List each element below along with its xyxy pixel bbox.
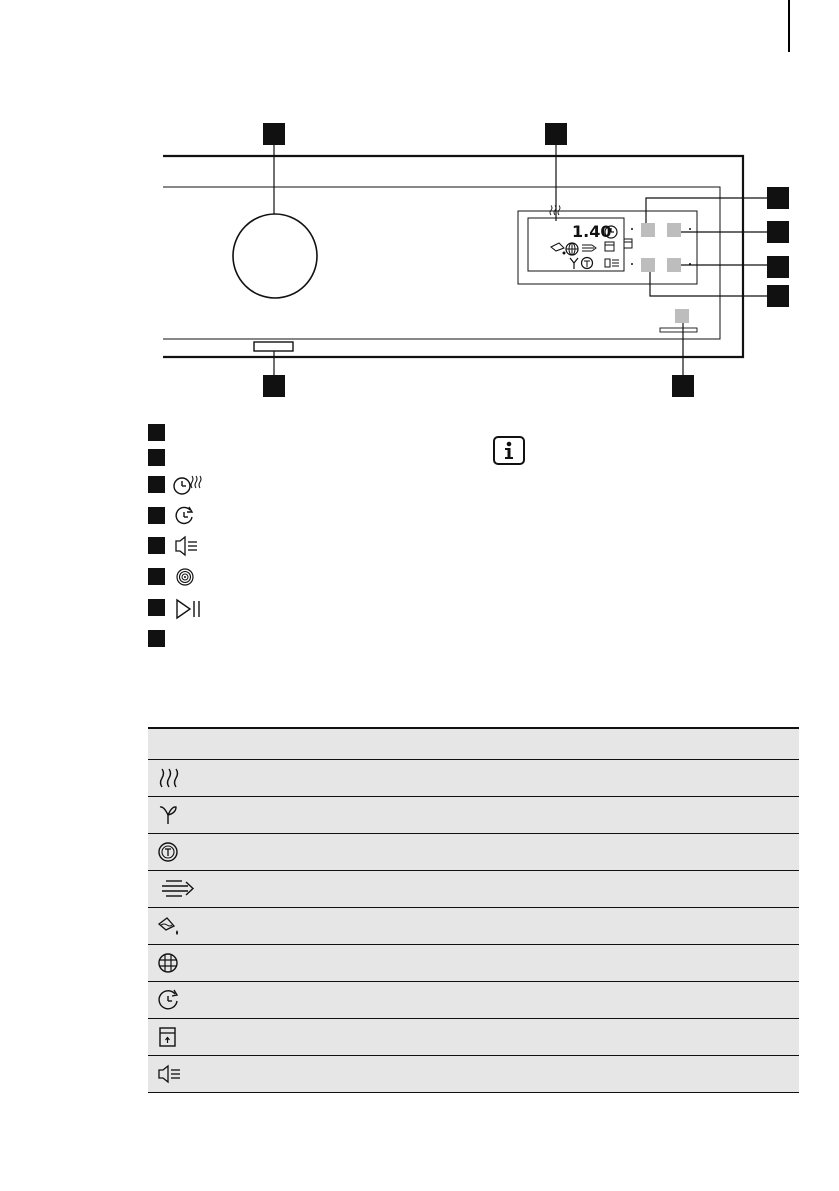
callout-knob (263, 123, 285, 145)
table-row (148, 908, 799, 945)
display-sensor-icon (582, 258, 593, 269)
play-pause-icon (172, 598, 206, 620)
legend-marker-1 (148, 424, 165, 441)
display-hygiene-icon (551, 243, 566, 255)
display-readout: 1.40 (572, 222, 612, 241)
callout-slot (263, 375, 285, 397)
table-row (148, 1019, 799, 1056)
table-row (148, 760, 799, 797)
delay-timer-icon (172, 504, 206, 526)
airflow-icon (156, 877, 196, 901)
front-slot (254, 342, 293, 351)
touch-button-3 (641, 258, 655, 272)
touch-button-4 (667, 258, 681, 272)
mesh-icon (156, 951, 186, 975)
display-sound-icon (605, 259, 619, 267)
callout-3 (767, 256, 789, 278)
symbol-table (148, 727, 799, 1093)
display-drying-icon (550, 205, 560, 215)
touch-button-2 (667, 223, 681, 237)
callout-start (672, 375, 694, 397)
delay-timer-icon (156, 988, 186, 1012)
display-fan-icon (570, 258, 578, 269)
table-row (148, 871, 799, 908)
sound-icon (172, 535, 206, 557)
legend-marker-8 (148, 630, 165, 647)
legend-marker-6 (148, 568, 165, 585)
display-mesh-icon (566, 243, 578, 255)
hygiene-icon (156, 914, 186, 938)
table-row (148, 982, 799, 1019)
fan-icon (156, 803, 186, 827)
callout-1 (767, 187, 789, 209)
display-lock-icon-2 (624, 239, 632, 248)
drying-icon (156, 766, 186, 790)
timer-drying-icon (172, 473, 206, 495)
program-knob (233, 214, 317, 298)
legend-marker-4 (148, 507, 165, 524)
table-row (148, 945, 799, 982)
display-lock-icon (605, 242, 614, 251)
touch-button-1 (641, 223, 655, 237)
sound-icon (156, 1062, 186, 1086)
fingerprint-icon (172, 566, 206, 588)
info-icon (493, 436, 525, 465)
table-row (148, 834, 799, 871)
start-button-bar (660, 328, 697, 332)
callout-2 (767, 221, 789, 243)
lock-icon (156, 1025, 186, 1049)
legend-marker-7 (148, 599, 165, 616)
callout-display (545, 123, 567, 145)
sensor-icon (156, 840, 186, 864)
legend-marker-5 (148, 537, 165, 554)
table-row (148, 1056, 799, 1093)
callout-4 (767, 285, 789, 307)
display-airflow-icon (582, 245, 596, 251)
legend-marker-3 (148, 476, 165, 493)
table-header-row (148, 728, 799, 760)
control-panel-diagram (0, 0, 839, 400)
start-pause-button (675, 309, 689, 323)
legend-marker-2 (148, 449, 165, 466)
table-row (148, 797, 799, 834)
